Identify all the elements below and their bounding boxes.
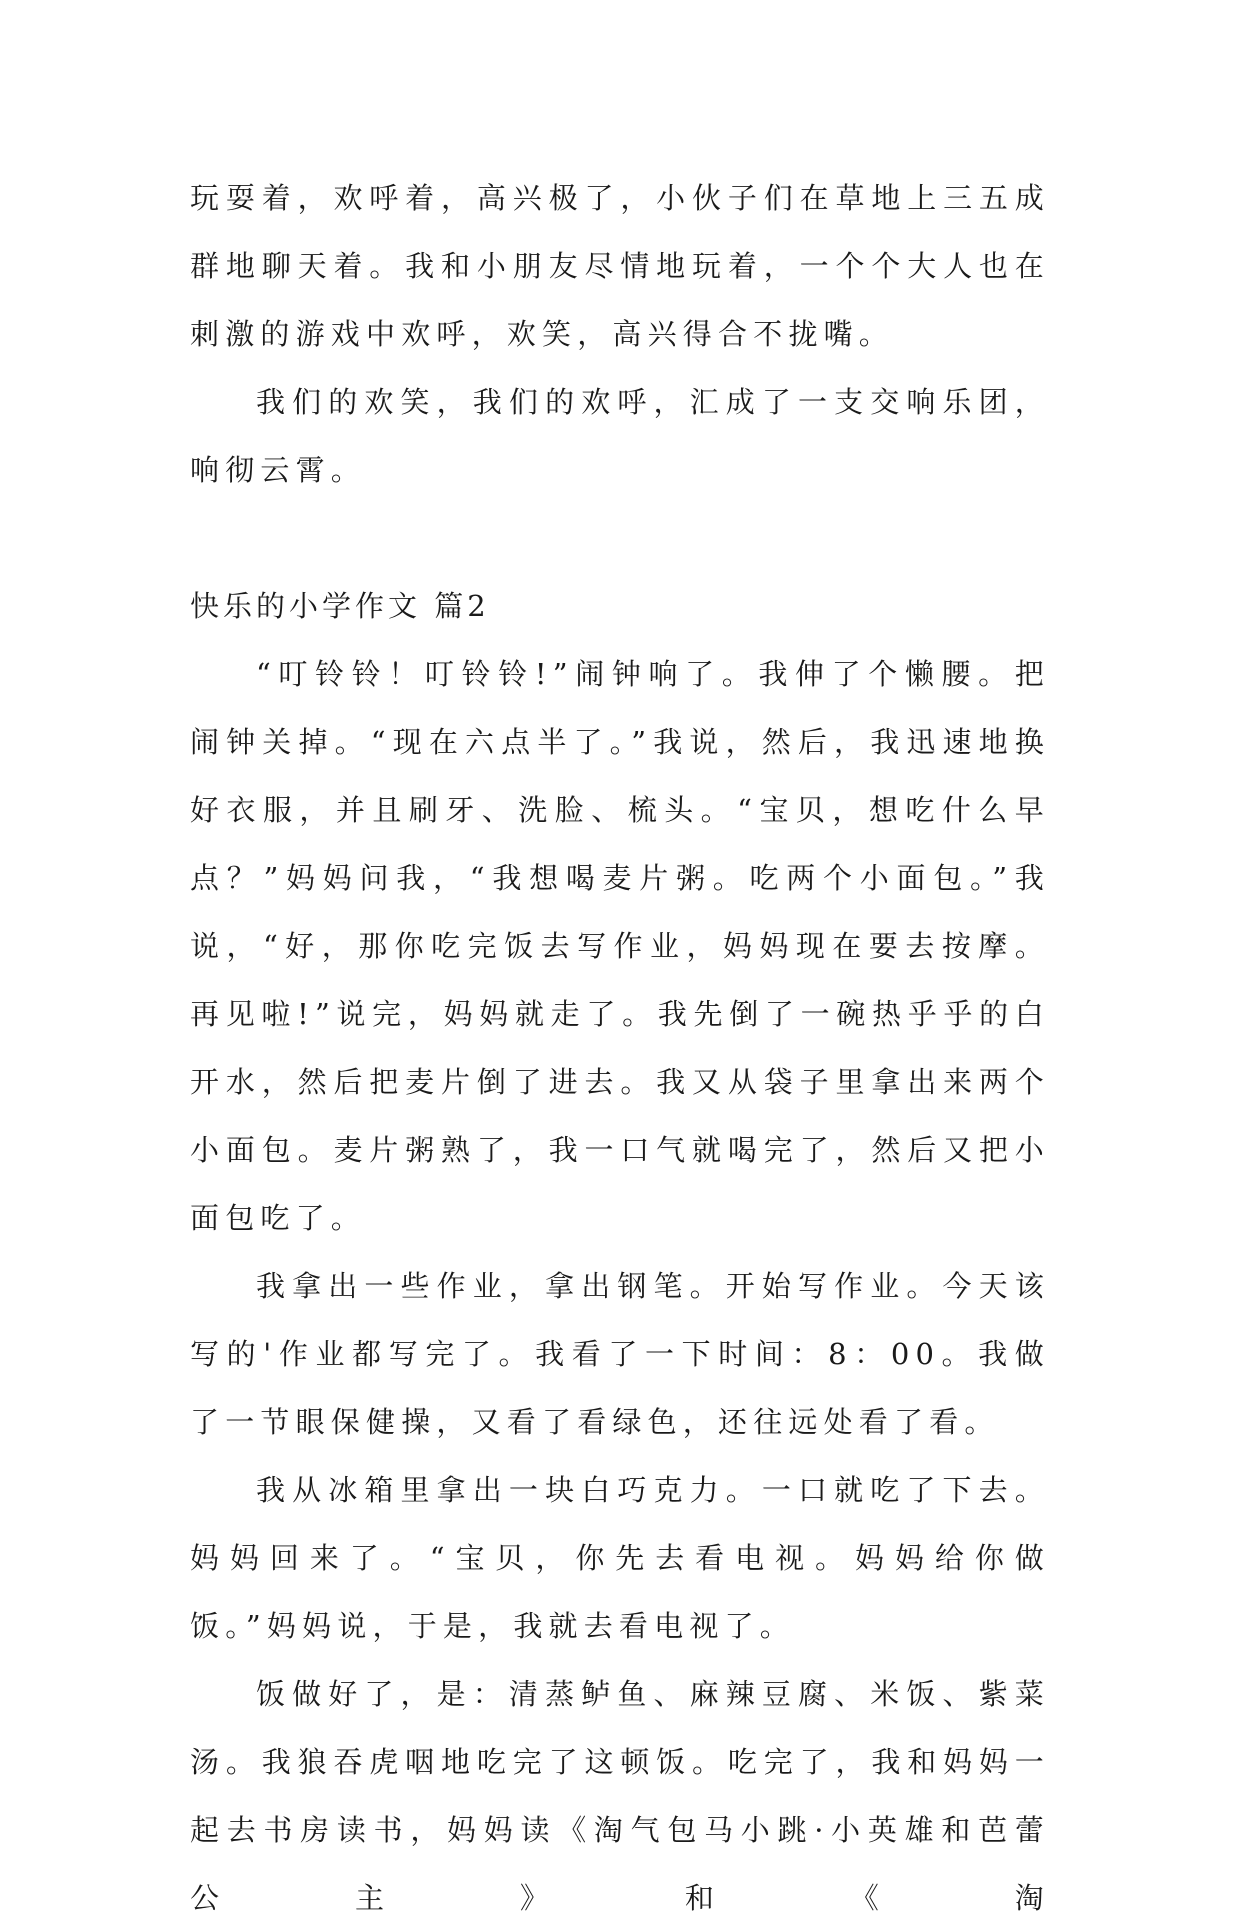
paragraph-alarm: “叮铃铃！叮铃铃!”闹钟响了。我伸了个懒腰。把闹钟关掉。“现在六点半了。”我说，然后，我迅速地换好衣服，并且刷牙、洗脸、梳头。“宝贝，想吃什么早点？”妈妈问我，“我想喝麦片粥。吃两个小面包。”我说，“好，那你吃完饭去写作业，妈妈现在要去按摩。再见啦!”说完，妈妈就走了。我先倒了一碗热乎乎的白开水，然后把麦片倒了进去。我又从袋子里拿出来两个小面包。麦片粥熟了，我一口气就喝完了，然后又把小面包吃了。 — [190, 657, 1050, 1235]
paragraph-ending: 我们的欢笑，我们的欢呼，汇成了一支交响乐团，响彻云霄。 — [190, 385, 1050, 487]
paragraph-homework: 我拿出一些作业，拿出钢笔。开始写作业。今天该写的'作业都写完了。我看了一下时间：8：00。我做了一节眼保健操，又看了看绿色，还往远处看了看。 — [190, 1269, 1050, 1439]
paragraph-continued: 玩耍着，欢呼着，高兴极了，小伙子们在草地上三五成群地聊天着。我和小朋友尽情地玩着，一个个大人也在刺激的游戏中欢呼，欢笑，高兴得合不拢嘴。 — [190, 181, 1050, 351]
paragraph-chocolate: 我从冰箱里拿出一块白巧克力。一口就吃了下去。妈妈回来了。“宝贝，你先去看电视。妈妈给你做饭。”妈妈说，于是，我就去看电视了。 — [190, 1473, 1050, 1643]
section-title: 快乐的小学作文 篇2 — [190, 589, 490, 623]
article-body — [190, 164, 1050, 1932]
paragraph-dinner: 饭做好了，是：清蒸鲈鱼、麻辣豆腐、米饭、紫菜汤。我狼吞虎咽地吃完了这顿饭。吃完了，我和妈妈一起去书房读书，妈妈读《淘气包马小跳·小英雄和芭蕾公主》和《淘 — [190, 1677, 1050, 1915]
